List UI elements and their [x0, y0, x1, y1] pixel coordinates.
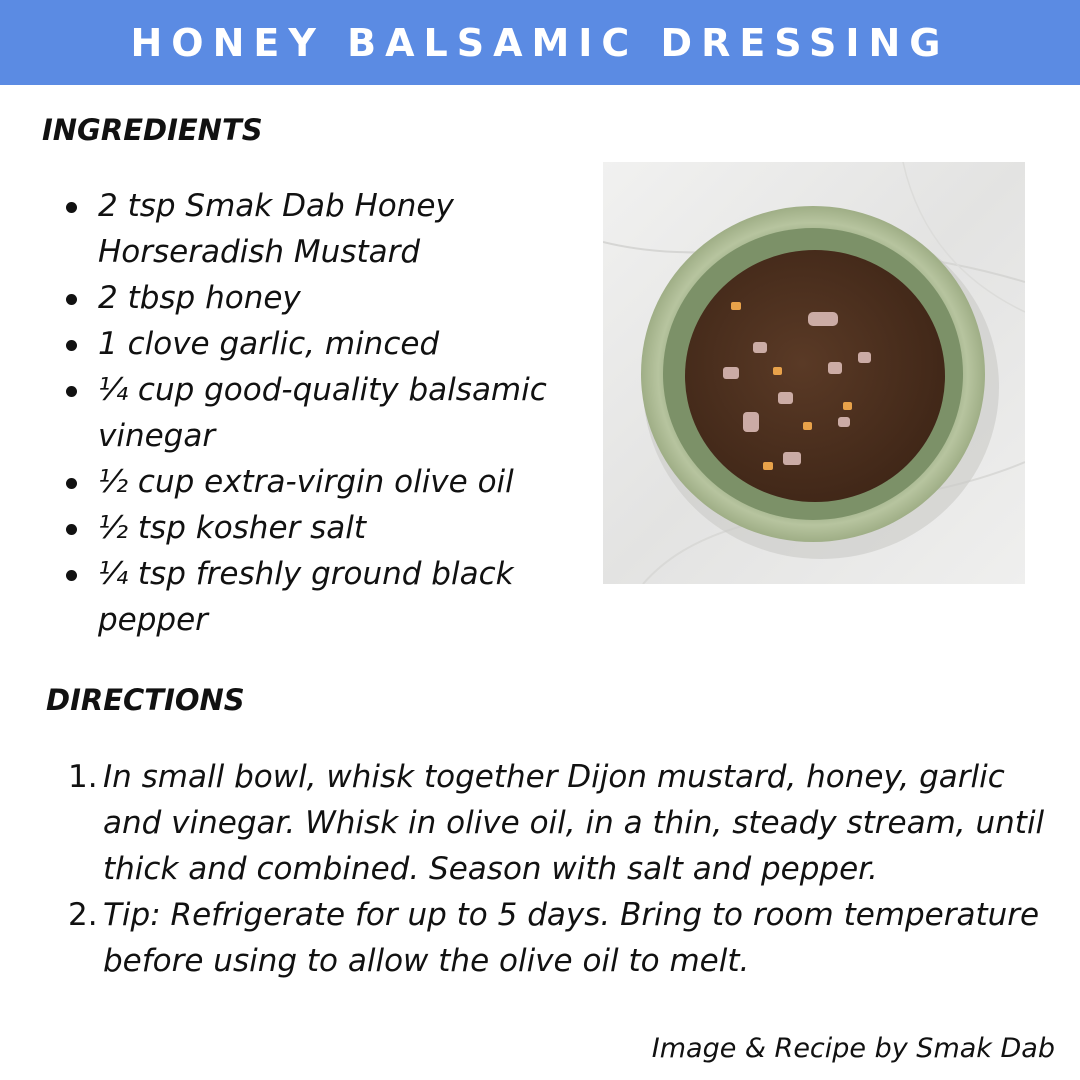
ingredient-item — [62, 321, 592, 367]
ingredient-text: ½ cup extra-virgin olive oil — [98, 464, 514, 500]
direction-step — [68, 754, 1058, 892]
ingredient-text: 2 tbsp honey — [98, 280, 301, 316]
ingredient-item — [62, 183, 592, 275]
page-title: HONEY BALSAMIC DRESSING — [130, 20, 950, 65]
ingredient-item — [62, 551, 592, 643]
ingredient-text: ½ tsp kosher salt — [98, 510, 367, 546]
bullet-icon — [66, 478, 77, 489]
bullet-icon — [66, 570, 77, 581]
bullet-icon — [66, 340, 77, 351]
directions-heading: DIRECTIONS — [46, 683, 245, 717]
step-number: 2. — [68, 897, 98, 933]
ingredient-item — [62, 275, 592, 321]
direction-list — [68, 754, 1058, 984]
bullet-icon — [66, 386, 77, 397]
ingredient-item — [62, 367, 592, 459]
ingredients-heading: INGREDIENTS — [42, 113, 263, 147]
ingredient-item — [62, 505, 592, 551]
ingredient-text: 1 clove garlic, minced — [98, 326, 440, 362]
ingredient-text: ¼ cup good-quality balsamic vinegar — [98, 372, 547, 454]
bullet-icon — [66, 202, 77, 213]
step-number: 1. — [68, 759, 98, 795]
step-text: In small bowl, whisk together Dijon mustard, honey, garlic and vinegar. Whisk in olive oil, in a thin, steady stream, until thick and combined. Season with salt and pepper. — [103, 759, 1045, 887]
ingredient-item — [62, 459, 592, 505]
step-text: Tip: Refrigerate for up to 5 days. Bring to room temperature before using to allow the olive oil to melt. — [103, 897, 1040, 979]
ingredient-list — [62, 183, 592, 643]
bullet-icon — [66, 294, 77, 305]
direction-step — [68, 892, 1058, 984]
recipe-credit: Image & Recipe by Smak Dab — [651, 1033, 1055, 1064]
title-banner — [0, 0, 1080, 85]
ingredient-text: 2 tsp Smak Dab Honey Horseradish Mustard — [98, 188, 454, 270]
dressing-bowl-photo — [603, 162, 1025, 584]
bullet-icon — [66, 524, 77, 535]
ingredient-text: ¼ tsp freshly ground black pepper — [98, 556, 514, 638]
